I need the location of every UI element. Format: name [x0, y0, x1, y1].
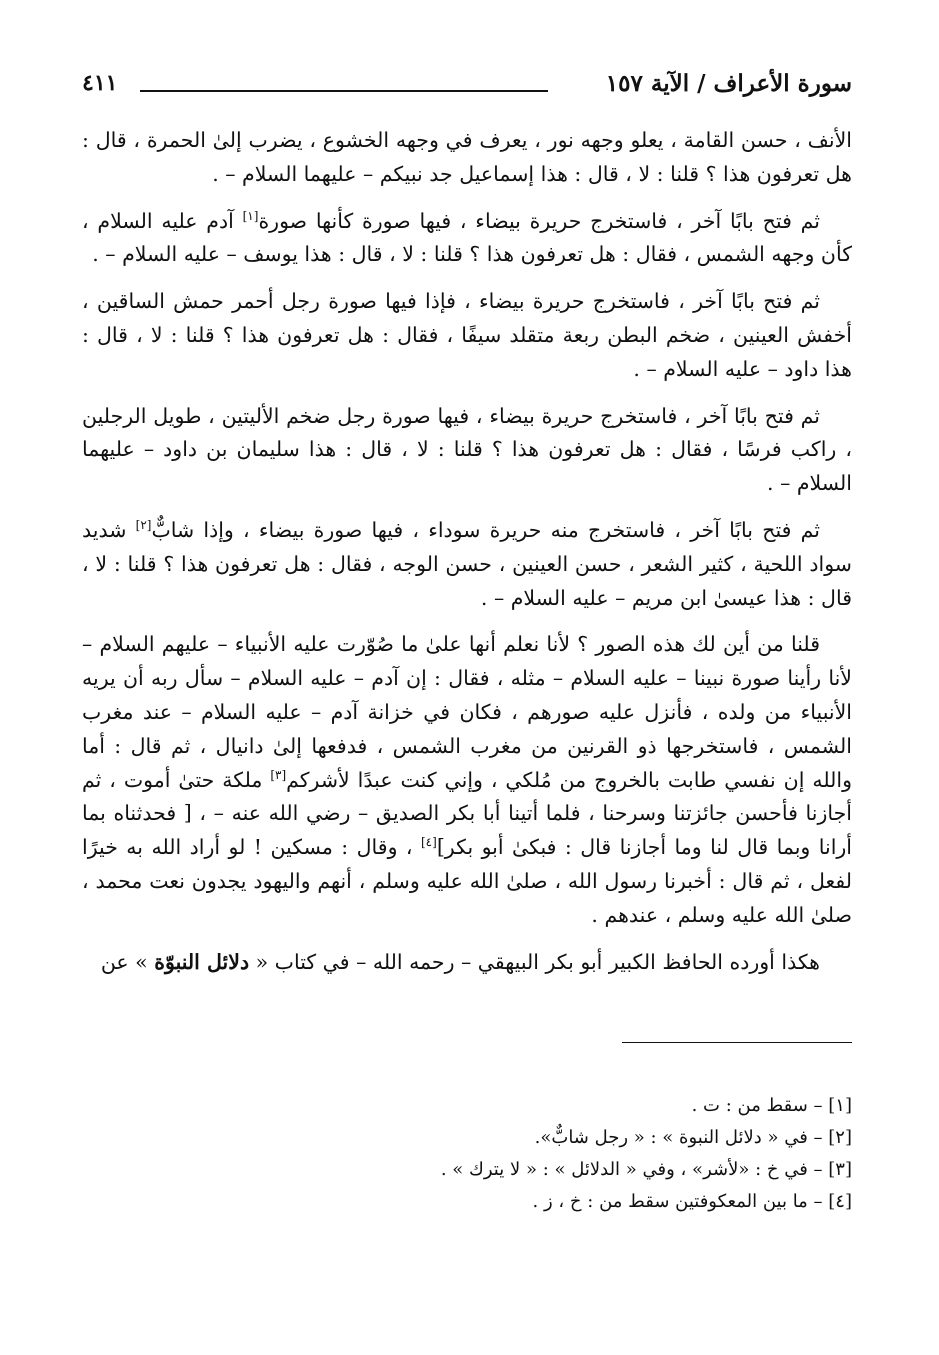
paragraph-1-text: الأنف ، حسن القامة ، يعلو وجهه نور ، يعرف في وجهه الخشوع ، يضرب إلىٰ الحمرة ، قال : هل تعرفون هذا ؟ قلنا : لا ، قال : هذا إسماعيل جد نبيكم – عليهما السلام – . [82, 128, 852, 186]
footnote-ref-4: [٤] [420, 835, 437, 850]
footnote-2: [٢] – في « دلائل النبوة » : « رجل شابٌّ». [534, 1127, 852, 1148]
paragraph-7-text-b: » عن [100, 949, 155, 974]
paragraph-5-text-a: ثم فتح بابًا آخر ، فاستخرج منه حريرة سوداء ، فيها صورة بيضاء ، وإذا شابٌّ [151, 517, 820, 542]
paragraph-7 [82, 946, 852, 980]
paragraph-6-text-c: ، وقال : مسكين ! لو أراد الله به خيرًا لفعل ، ثم قال : أخبرنا رسول الله ، صلىٰ الله عليه وسلم ، أنهم واليهود يجدون نعت محمد ، صلىٰ الله عليه وسلم ، عندهم . [82, 835, 852, 927]
paragraph-6-text-a: قلنا من أين لك هذه الصور ؟ لأنا نعلم أنها علىٰ ما صُوّرت عليه الأنبياء – عليهم السلام – لأنا رأينا صورة نبينا – عليه السلام – مثله ، فقال : إن آدم – عليه السلام – سأل ربه أن يريه الأنبياء من ولده ، فأنزل عليه صورهم ، فكان في خزانة آدم – عليه السلام – عند مغرب الشمس ، فاستخرجها ذو القرنين من مغرب الشمس ، فدفعها إلىٰ دانيال ، ثم قال : أما والله إن نفسي طابت بالخروج من مُلكي ، وإني كنت عبدًا لأشركم [82, 632, 852, 792]
paragraph-1 [82, 124, 852, 192]
paragraph-2-text-b: آدم عليه السلام ، كأن وجهه الشمس ، فقال : هل تعرفون هذا ؟ قلنا : لا ، قال : هذا يوسف – عليه السلام – . [82, 208, 852, 267]
paragraph-5 [82, 514, 852, 615]
footnote-3: [٣] – في خ : «لأشر» ، وفي « الدلائل » : « لا يترك » . [440, 1159, 852, 1180]
page-header [82, 68, 852, 108]
paragraph-7-text-a: هكذا أورده الحافظ الكبير أبو بكر البيهقي – رحمه الله – في كتاب « [249, 949, 820, 974]
page-number: ٤١١ [82, 70, 118, 96]
paragraph-3-text: ثم فتح بابًا آخر ، فاستخرج حريرة بيضاء ، فإذا فيها صورة رجل أحمر حمش الساقين ، أخفش العينين ، ضخم البطن ربعة متقلد سيفًا ، فقال : هل تعرفون هذا ؟ قلنا : لا ، قال : هذا داود – عليه السلام – . [82, 289, 852, 381]
footnote-ref-2: [٢] [135, 518, 152, 533]
book-title: دلائل النبوّة [154, 949, 250, 974]
footnote-rule [622, 1042, 852, 1043]
running-title: سورة الأعراف / الآية ١٥٧ [605, 70, 852, 97]
paragraph-2 [82, 205, 852, 273]
paragraph-6 [82, 628, 852, 932]
footnotes [92, 1090, 852, 1218]
paragraph-5-text-b: شديد سواد اللحية ، كثير الشعر ، حسن العينين ، حسن الوجه ، فقال : هل تعرفون هذا ؟ قلنا : لا ، قال : هذا عيسىٰ ابن مريم – عليه السلام – . [82, 517, 852, 610]
footnote-1: [١] – سقط من : ت . [691, 1095, 852, 1116]
paragraph-6-text-b: ملكة حتىٰ أموت ، ثم أجازنا فأحسن جائزتنا وسرحنا ، فلما أتينا أبا بكر الصديق – رضي الله عنه – ، [ فحدثناه بما أرانا وبما قال لنا وما أجازنا قال : فبكىٰ أبو بكر] [82, 767, 852, 860]
paragraph-3 [82, 285, 852, 386]
header-rule [140, 90, 548, 92]
paragraph-2-text-a: ثم فتح بابًا آخر ، فاستخرج حريرة بيضاء ، فيها صورة كأنها صورة [258, 208, 820, 233]
footnote-ref-1: [١] [242, 208, 259, 223]
main-text [82, 124, 852, 992]
paragraph-4 [82, 400, 852, 501]
footnote-4: [٤] – ما بين المعكوفتين سقط من : خ ، ز . [532, 1191, 852, 1212]
footnote-ref-3: [٣] [270, 767, 287, 782]
paragraph-4-text: ثم فتح بابًا آخر ، فاستخرج حريرة بيضاء ، فيها صورة رجل ضخم الأليتين ، طويل الرجلين ، راكب فرسًا ، فقال : هل تعرفون هذا ؟ قلنا : لا ، قال : هذا سليمان بن داود – عليهما السلام – . [82, 403, 852, 496]
